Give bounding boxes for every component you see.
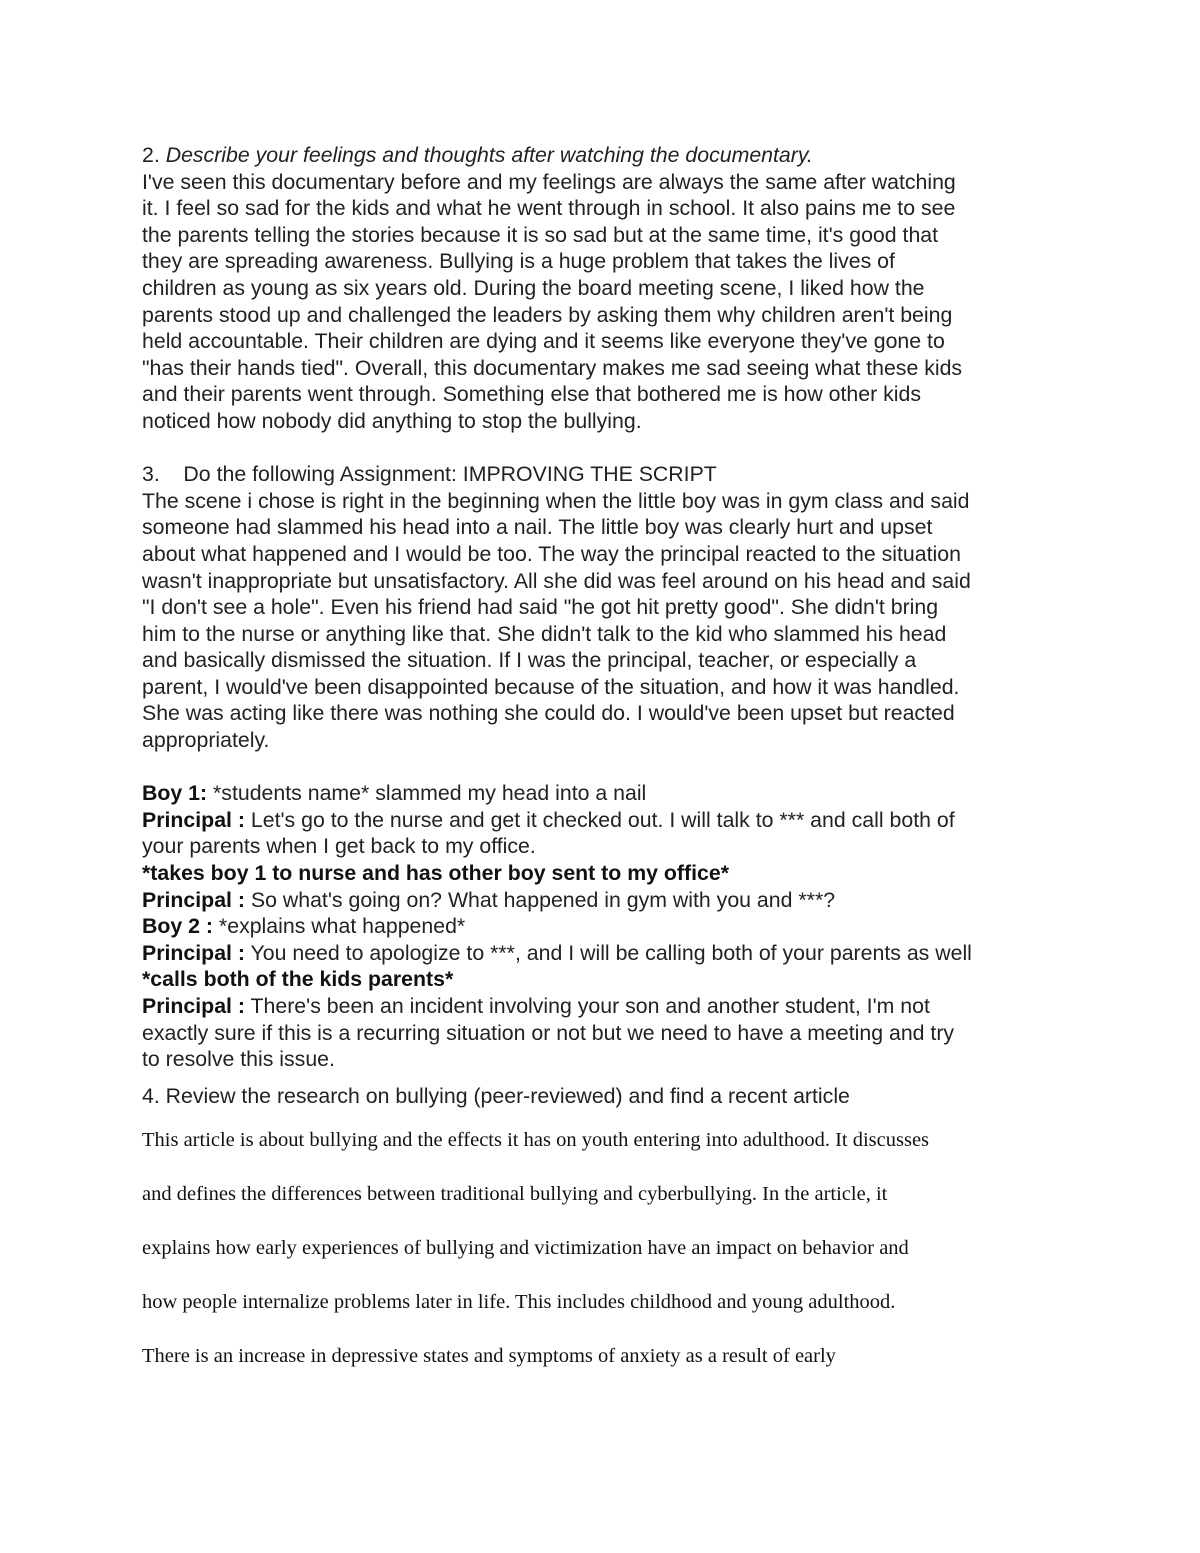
script-line-principal <box>142 940 1062 967</box>
q3-answer-line: wasn't inappropriate but unsatisfactory. All she did was feel around on his head and said <box>142 568 971 593</box>
question-2-section <box>142 142 1062 435</box>
q2-answer-line: they are spreading awareness. Bullying is a huge problem that takes the lives of <box>142 249 895 274</box>
dialogue-continuation: to resolve this issue. <box>142 1047 335 1072</box>
q2-answer-line: held accountable. Their children are dying and it seems like everyone they've gone to <box>142 329 945 354</box>
speaker-label: Principal : <box>142 940 245 965</box>
q3-answer-line: The scene i chose is right in the beginning when the little boy was in gym class and said <box>142 488 970 513</box>
article-line: how people internalize problems later in life. This includes childhood and young adulthood. <box>142 1291 896 1314</box>
dialogue-continuation: exactly sure if this is a recurring situation or not but we need to have a meeting and try <box>142 1020 955 1045</box>
script-line-principal <box>142 807 1062 834</box>
speaker-label: Principal : <box>142 887 245 912</box>
q3-answer-line: and basically dismissed the situation. If I was the principal, teacher, or especially a <box>142 648 917 673</box>
article-line: explains how early experiences of bullying and victimization have an impact on behavior and <box>142 1237 909 1260</box>
speaker-label: Boy 2 : <box>142 914 214 939</box>
dialogue-text: You need to apologize to ***, and I will be calling both of your parents as well <box>244 940 972 965</box>
speaker-label: Boy 1: <box>142 781 208 806</box>
document-page <box>142 142 1062 1383</box>
article-line: This article is about bullying and the effects it has on youth entering into adulthood. It discusses <box>142 1129 930 1152</box>
question-3-heading: 3. Do the following Assignment: IMPROVING THE SCRIPT <box>142 462 717 487</box>
section-gap <box>142 754 1062 781</box>
q2-answer-line: noticed how nobody did anything to stop the bullying. <box>142 408 642 433</box>
question-3-section <box>142 461 1062 754</box>
section-gap <box>142 435 1062 462</box>
q3-answer-line: him to the nurse or anything like that. She didn't talk to the kid who slammed his head <box>142 621 947 646</box>
q3-answer-line: "I don't see a hole". Even his friend had said "he got hit pretty good". She didn't bring <box>142 595 939 620</box>
article-line: and defines the differences between traditional bullying and cyberbullying. In the article, it <box>142 1183 888 1206</box>
q2-answer-line: parents stood up and challenged the leaders by asking them why children aren't being <box>142 302 953 327</box>
script-line-boy2 <box>142 913 1062 940</box>
script-line-principal <box>142 993 1062 1020</box>
q3-answer-line: appropriately. <box>142 728 270 753</box>
dialogue-text: *explains what happened* <box>213 914 466 939</box>
question-2-prompt: Describe your feelings and thoughts after watching the documentary. <box>165 143 813 167</box>
dialogue-continuation: your parents when I get back to my office. <box>142 834 536 859</box>
stage-direction: *calls both of the kids parents* <box>142 967 454 992</box>
question-2-heading <box>142 142 1062 169</box>
script-line-boy1 <box>142 780 1062 807</box>
question-2-number: 2. <box>142 143 166 167</box>
script-line-principal <box>142 887 1062 914</box>
q2-answer-line: children as young as six years old. During the board meeting scene, I liked how the <box>142 275 925 300</box>
dialogue-text: *students name* slammed my head into a nail <box>207 781 647 806</box>
dialogue-text: There's been an incident involving your son and another student, I'm not <box>244 994 930 1018</box>
dialogue-text: Let's go to the nurse and get it checked out. I will talk to *** and call both of <box>244 807 955 832</box>
speaker-label: Principal : <box>142 807 245 832</box>
q3-answer-line: parent, I would've been disappointed because of the situation, and how it was handled. <box>142 674 960 699</box>
improved-script <box>142 780 1062 1073</box>
q3-answer-line: She was acting like there was nothing she could do. I would've been upset but reacted <box>142 701 955 726</box>
q2-answer-line: the parents telling the stories because it is so sad but at the same time, it's good that <box>142 222 939 247</box>
stage-direction: *takes boy 1 to nurse and has other boy sent to my office* <box>142 861 729 886</box>
article-summary <box>142 1113 1062 1383</box>
q2-answer-line: I've seen this documentary before and my feelings are always the same after watching <box>142 169 956 194</box>
question-4-heading: 4. Review the research on bullying (peer-reviewed) and find a recent article <box>142 1083 850 1108</box>
q2-answer-line: it. I feel so sad for the kids and what he went through in school. It also pains me to see <box>142 196 956 221</box>
q2-answer-line: "has their hands tied". Overall, this documentary makes me sad seeing what these kids <box>142 355 963 380</box>
q3-answer-line: about what happened and I would be too. The way the principal reacted to the situation <box>142 541 961 566</box>
speaker-label: Principal : <box>142 994 245 1018</box>
q2-answer-line: and their parents went through. Something else that bothered me is how other kids <box>142 382 921 407</box>
dialogue-text: So what's going on? What happened in gym with you and ***? <box>244 887 836 912</box>
article-line: There is an increase in depressive states and symptoms of anxiety as a result of early <box>142 1345 836 1368</box>
q3-answer-line: someone had slammed his head into a nail. The little boy was clearly hurt and upset <box>142 515 933 540</box>
